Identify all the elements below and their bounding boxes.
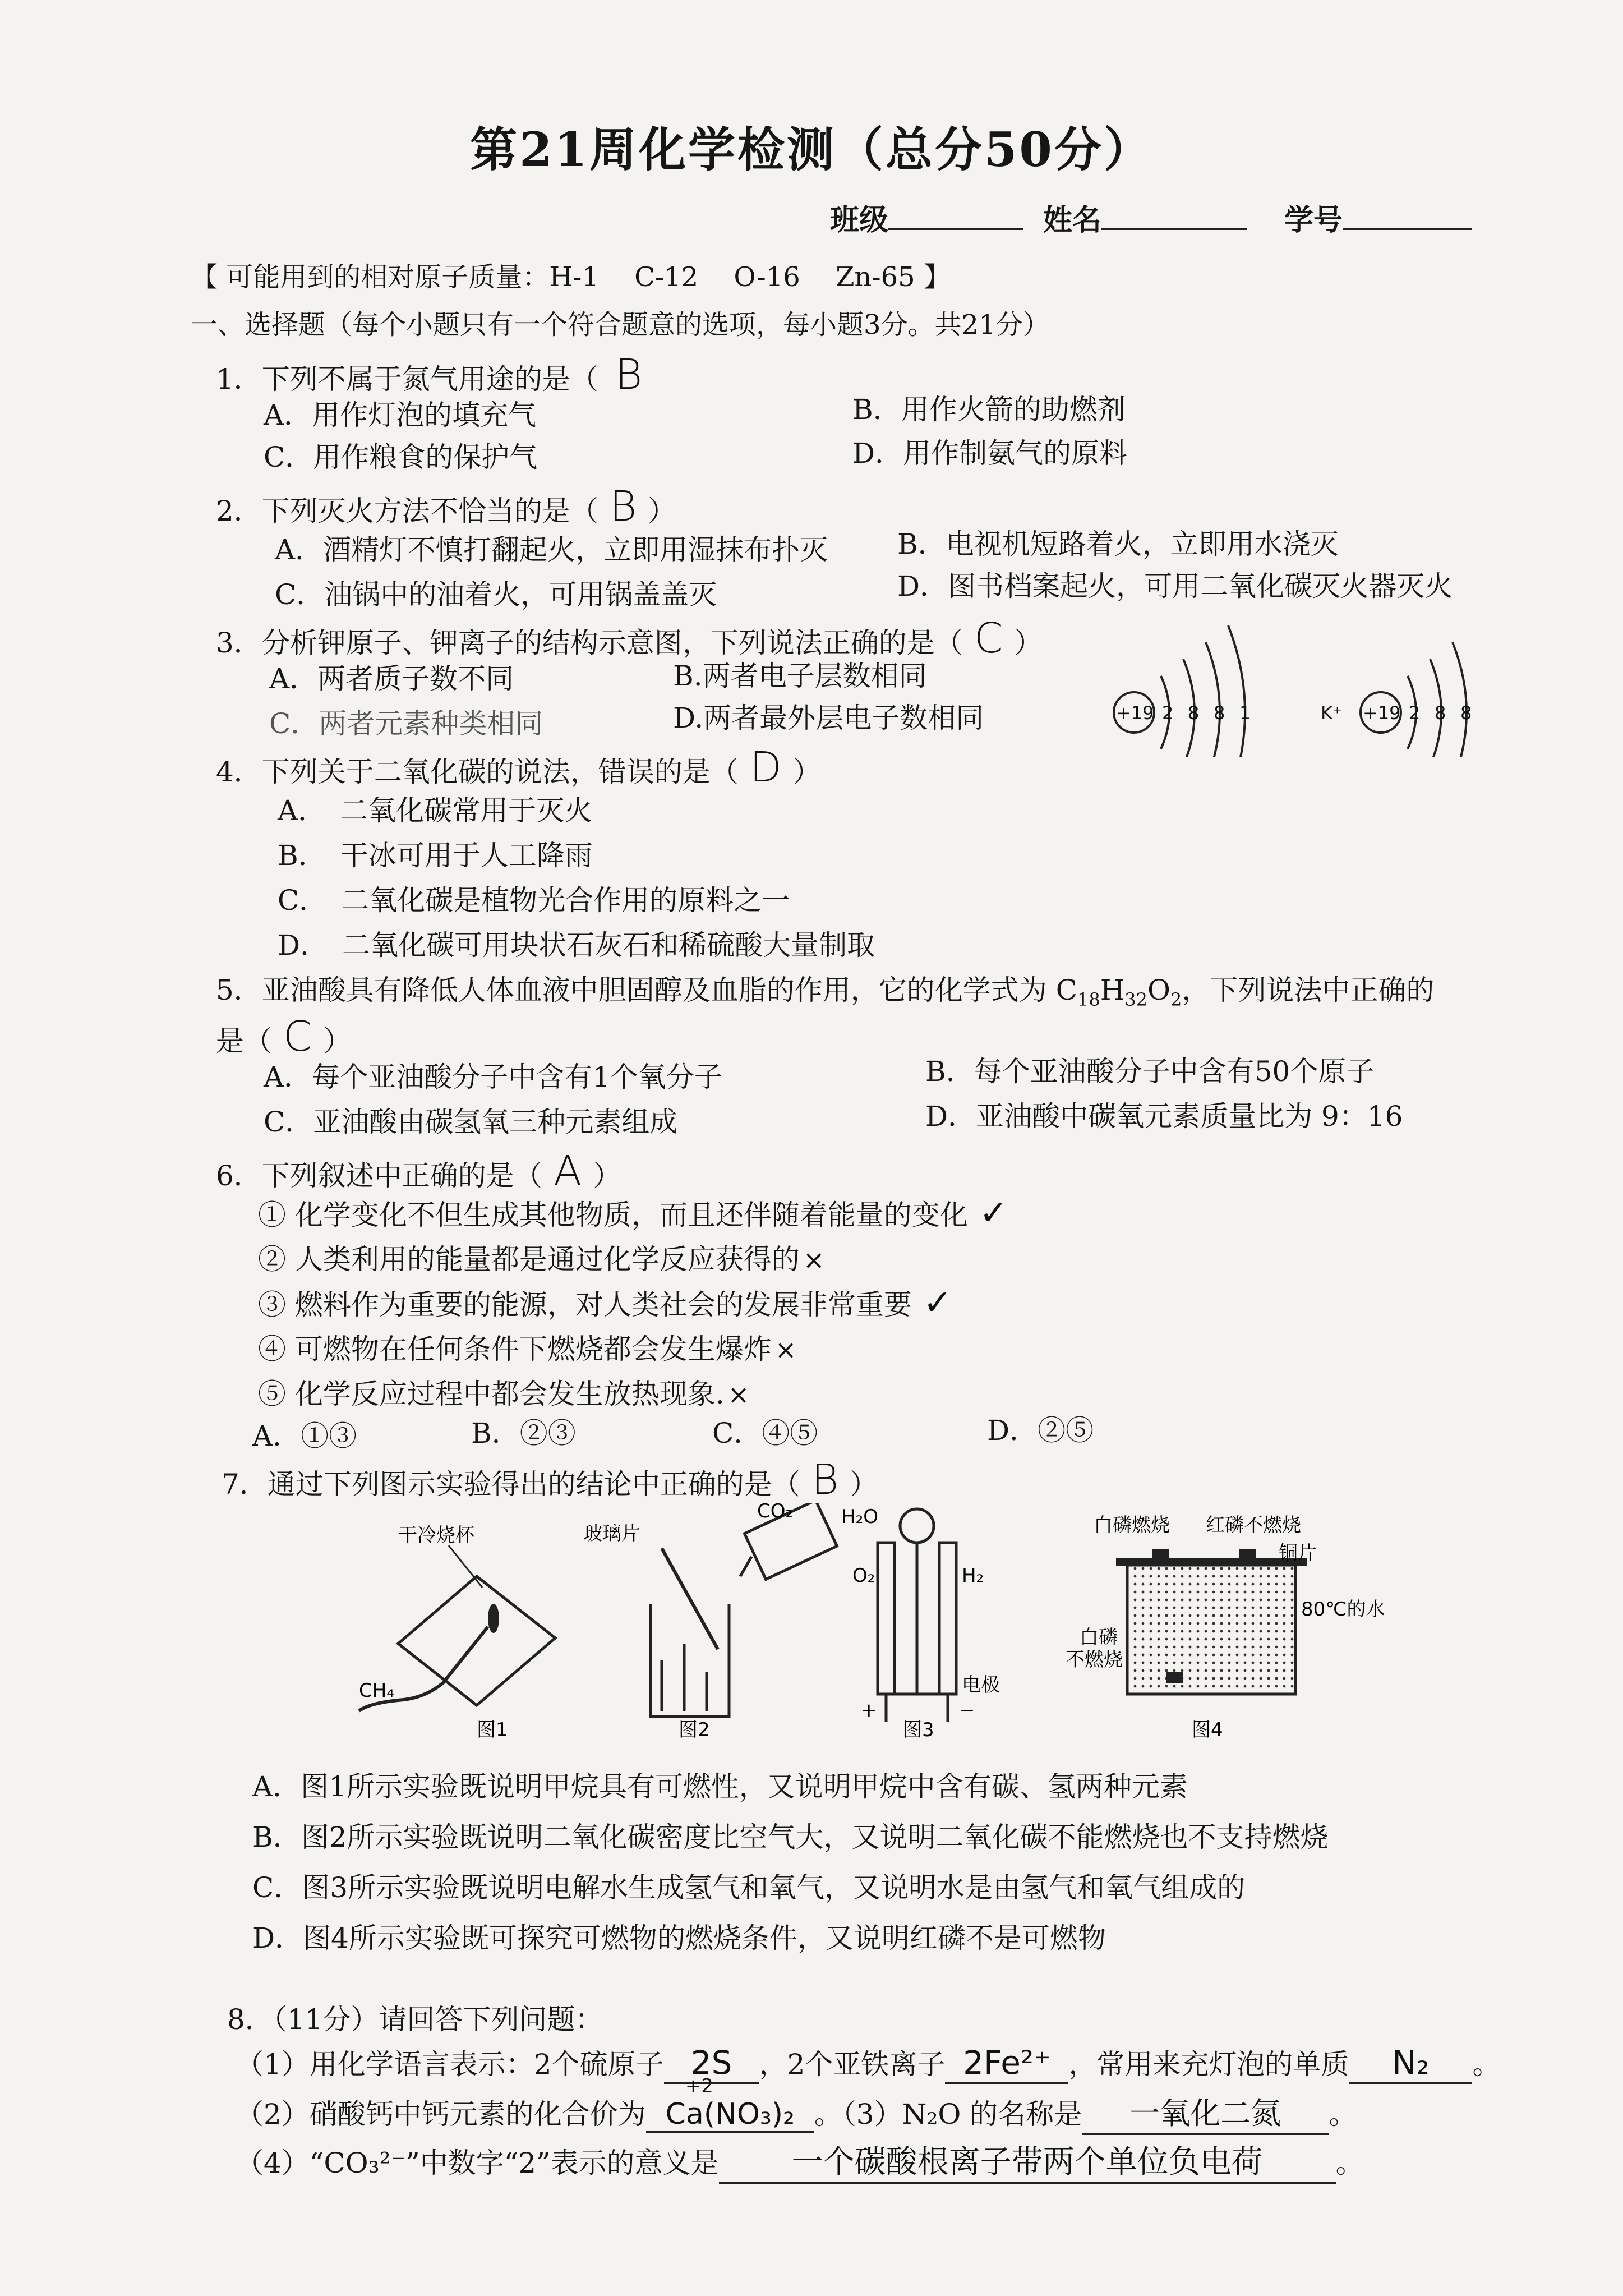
q5-stem-line1: 5．亚油酸具有降低人体血液中胆固醇及血脂的作用，它的化学式为 $C_{18}H_{32}O_2$，下列说法中正确的 <box>216 974 1435 1010</box>
fig1-gas-label: CH₄ <box>359 1680 394 1702</box>
q2-stem: 2．下列灭火方法不恰当的是（ B ） <box>216 482 676 531</box>
q8-part1: （1）用化学语言表示：2个硫原子 2S ，2个亚铁离子 2Fe²⁺ ，常用来充灯泡的单质 N₂ 。 <box>236 2042 1500 2084</box>
q4-option-a: A． 二氧化碳常用于灭火 <box>278 794 593 827</box>
q3-option-b: B.两者电子层数相同 <box>673 660 927 692</box>
fig4-caption: 图4 <box>1192 1719 1223 1739</box>
q8-answer-valence: +2 Ca(NO₃)₂ <box>646 2097 814 2133</box>
q8-part2: （2）硝酸钙中钙元素的化合价为 +2 Ca(NO₃)₂ 。（3）N₂O 的名称是 一氧化二氮 。 <box>236 2090 1357 2135</box>
fig4-white-noburn-label-2: 不燃烧 <box>1066 1649 1123 1671</box>
figure-3-water-electrolysis <box>878 1509 956 1722</box>
q1-option-c: C．用作粮食的保护气 <box>264 441 538 473</box>
q2-option-a: A．酒精灯不慎打翻起火，立即用湿抹布扑灭 <box>275 533 828 566</box>
class-label: 班级 <box>830 196 1023 238</box>
cross-mark-icon: × <box>803 1245 825 1275</box>
ion-shell-2: 8 <box>1435 702 1446 724</box>
cross-mark-icon: × <box>774 1335 797 1365</box>
q6-option-b: B．②③ <box>471 1417 576 1450</box>
figure-4-phosphorus-combustion <box>1116 1549 1307 1694</box>
q6-option-c: C．④⑤ <box>712 1417 818 1450</box>
ion-shell-3: 8 <box>1460 702 1472 724</box>
q3-stem: 3．分析钾原子、钾离子的结构示意图，下列说法正确的是（ C ） <box>216 614 1043 662</box>
q5-option-d: D．亚油酸中碳氧元素质量比为 9：16 <box>925 1100 1403 1133</box>
q8-part4: （4）“CO₃²⁻”中数字“2”表示的意义是 一个碳酸根离子带两个单位负电荷 。 <box>236 2137 1364 2184</box>
page-title: 第21周化学检测（总分50分） <box>470 122 1153 177</box>
fig4-water-label: 80℃的水 <box>1301 1598 1385 1621</box>
q4-option-c: C． 二氧化碳是植物光合作用的原料之一 <box>278 884 790 917</box>
q3-option-d: D.两者最外层电子数相同 <box>673 702 984 734</box>
q6-item-4: ④ 可燃物在任何条件下燃烧都会发生爆炸 × <box>258 1333 797 1365</box>
q7-experiment-figures <box>348 1503 1469 1739</box>
q7-answer: B <box>811 1456 839 1504</box>
potassium-structure-diagram <box>1099 611 1503 757</box>
name-label: 姓名 <box>1043 196 1247 238</box>
section1-heading: 一、选择题（每个小题只有一个符合题意的选项，每小题3分。共21分） <box>191 309 1050 341</box>
q8-answer-2: 2Fe²⁺ <box>945 2044 1068 2084</box>
q7-option-a: A．图1所示实验既说明甲烷具有可燃性，又说明甲烷中含有碳、氢两种元素 <box>252 1770 1188 1803</box>
fig2-caption: 图2 <box>679 1719 710 1739</box>
q2-option-d: D．图书档案起火，可用二氧化碳灭火器灭火 <box>897 570 1453 602</box>
q5-option-a: A．每个亚油酸分子中含有1个氧分子 <box>264 1061 722 1093</box>
atom-shell-4: 1 <box>1239 702 1251 724</box>
atom-shell-3: 8 <box>1214 702 1225 724</box>
id-label: 学号 <box>1284 196 1472 238</box>
q7-option-d: D．图4所示实验既可探究可燃物的燃烧条件，又说明红磷不是可燃物 <box>252 1922 1106 1954</box>
fig3-h2o-label: H₂O <box>841 1506 878 1528</box>
q8-answer-1: 2S <box>664 2044 759 2084</box>
atom-nucleus: +19 <box>1116 702 1154 724</box>
fig4-white-burn-label: 白磷燃烧 <box>1094 1514 1170 1536</box>
q4-stem: 4．下列关于二氧化碳的说法，错误的是（ D ） <box>216 743 821 792</box>
q1-answer: B <box>615 351 643 399</box>
q6-item-3: ③ 燃料作为重要的能源，对人类社会的发展非常重要 ✓ <box>258 1282 952 1323</box>
q8-answer-carbonate-meaning: 一个碳酸根离子带两个单位负电荷 <box>719 2137 1336 2184</box>
q8-stem: 8．（11分）请回答下列问题： <box>227 2003 603 2036</box>
q2-answer: B <box>609 482 637 531</box>
check-mark-icon: ✓ <box>923 1282 952 1323</box>
q6-stem: 6．下列叙述中正确的是（ A ） <box>216 1147 621 1195</box>
q1-stem: 1．下列不属于氮气用途的是（ B <box>216 351 643 399</box>
figure-2-co2-candles <box>651 1503 837 1717</box>
q3-option-c: C．两者元素种类相同 <box>269 707 543 740</box>
q6-option-a: A．①③ <box>252 1420 357 1452</box>
q6-item-1: ① 化学变化不但生成其他物质，而且还伴随着能量的变化 ✓ <box>258 1192 1008 1233</box>
atom-shell-1: 2 <box>1162 702 1174 724</box>
cross-mark-icon: × <box>727 1379 750 1410</box>
fig2-gas-label: CO₂ <box>757 1503 794 1522</box>
q5-answer: C <box>283 1013 312 1061</box>
q3-answer: C <box>974 614 1003 662</box>
q5-option-b: B．每个亚油酸分子中含有50个原子 <box>925 1055 1375 1088</box>
fig3-electrode-label: 电极 <box>962 1674 1000 1696</box>
q1-option-b: B．用作火箭的助燃剂 <box>852 393 1126 426</box>
q2-option-b: B．电视机短路着火，立即用水浇灭 <box>897 528 1339 560</box>
q8-answer-3: N₂ <box>1349 2044 1472 2084</box>
ion-shell-1: 2 <box>1409 702 1421 724</box>
fig4-copper-label: 铜片 <box>1279 1542 1317 1565</box>
q6-answer: A <box>553 1147 582 1195</box>
fig4-white-noburn-label-1: 白磷 <box>1080 1626 1118 1649</box>
q4-option-b: B． 干冰可用于人工降雨 <box>278 839 593 872</box>
fig3-h2-label: H₂ <box>962 1565 984 1587</box>
q6-item-2: ② 人类利用的能量都是通过化学反应获得的 × <box>258 1243 825 1276</box>
fig3-plus-label: + <box>861 1699 877 1722</box>
ion-symbol: K⁺ <box>1321 702 1342 724</box>
q6-option-d: D．②⑤ <box>987 1414 1094 1447</box>
q5-stem-line2: 是（ C ） <box>216 1013 352 1061</box>
atom-shell-2: 8 <box>1188 702 1200 724</box>
fig3-o2-label: O₂ <box>852 1565 875 1587</box>
fig4-red-noburn-label: 红磷不燃烧 <box>1206 1514 1301 1536</box>
q1-option-a: A．用作灯泡的填充气 <box>264 399 537 431</box>
q6-item-5: ⑤ 化学反应过程中都会发生放热现象. × <box>258 1378 750 1410</box>
fig1-caption: 图1 <box>477 1719 508 1739</box>
q7-option-b: B．图2所示实验既说明二氧化碳密度比空气大，又说明二氧化碳不能燃烧也不支持燃烧 <box>252 1821 1329 1853</box>
fig1-cup-label: 干冷烧杯 <box>398 1524 474 1547</box>
fig2-glass-label: 玻璃片 <box>583 1522 640 1545</box>
check-mark-icon: ✓ <box>979 1192 1008 1233</box>
q7-option-c: C．图3所示实验既说明电解水生成氢气和氧气，又说明水是由氢气和氧气组成的 <box>252 1871 1246 1904</box>
q8-answer-n2o-name: 一氧化二氮 <box>1082 2090 1329 2135</box>
q5-option-c: C．亚油酸由碳氢氧三种元素组成 <box>264 1106 678 1138</box>
q7-stem: 7．通过下列图示实验得出的结论中正确的是（ B ） <box>222 1456 878 1504</box>
q2-option-c: C．油锅中的油着火，可用锅盖盖灭 <box>275 578 717 611</box>
ion-nucleus: +19 <box>1363 702 1401 724</box>
q1-option-d: D．用作制氨气的原料 <box>852 437 1128 470</box>
atomic-masses: 【 可能用到的相对原子质量：H-1 C-12 O-16 Zn-65 】 <box>191 261 951 293</box>
fig3-caption: 图3 <box>903 1719 934 1739</box>
fig3-minus-label: − <box>959 1699 975 1722</box>
q4-answer: D <box>749 743 782 792</box>
q3-option-a: A．两者质子数不同 <box>269 662 514 695</box>
q4-option-d: D． 二氧化碳可用块状石灰石和稀硫酸大量制取 <box>278 929 875 961</box>
